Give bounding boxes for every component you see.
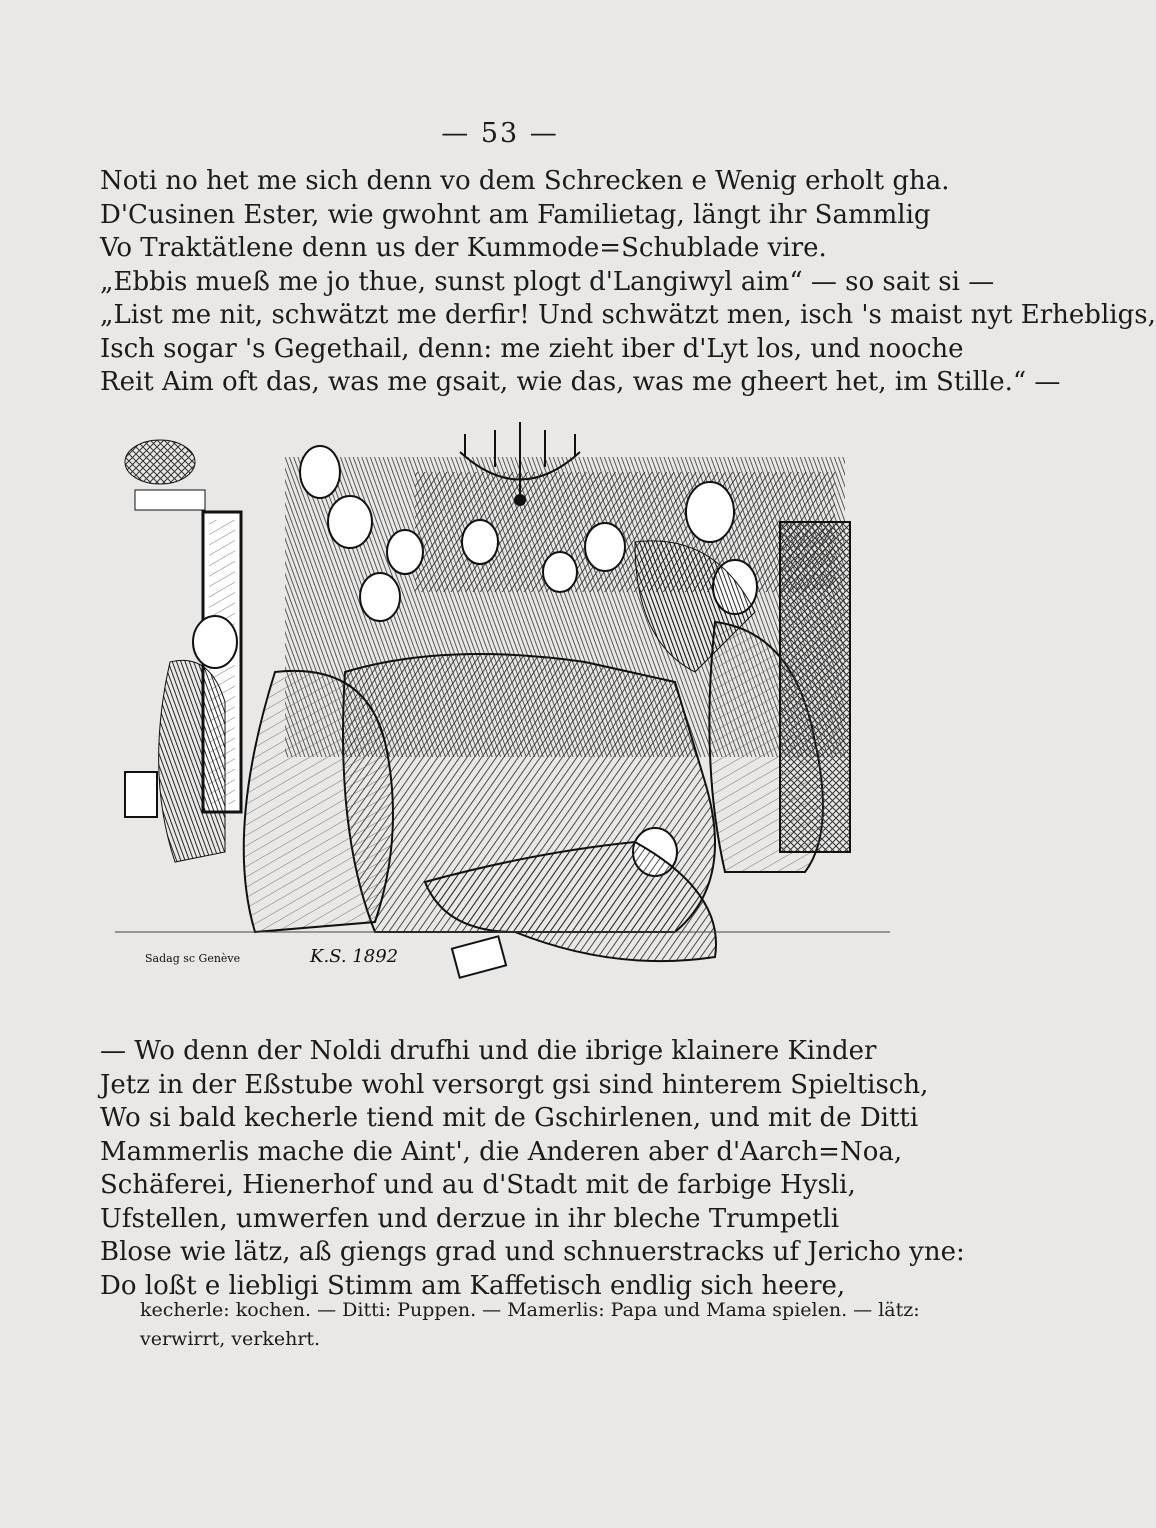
flower-vase-icon — [125, 440, 205, 510]
verse-line: — Wo denn der Noldi drufhi und die ibrige klainere Kinder — [100, 1036, 877, 1066]
verse-block-bottom — [100, 1035, 965, 1303]
page-number: — 53 — — [441, 118, 559, 149]
verse-line: Jetz in der Eßstube wohl versorgt gsi sind hinterem Spieltisch, — [100, 1069, 929, 1100]
footnote — [140, 1296, 920, 1354]
verse-line: Do loßt e liebligi Stimm am Kaffetisch endlig sich heere, — [100, 1270, 846, 1301]
verse-line: Reit Aim oft das, was me gsait, wie das, was me gheert het, im Stille.“ — — [100, 367, 1061, 397]
verse-line: D'Cusinen Ester, wie gwohnt am Familietag, längt ihr Sammlig — [100, 199, 931, 230]
verse-line: Blose wie lätz, aß giengs grad und schnuerstracks uf Jericho yne: — [100, 1237, 965, 1267]
verse-line: „List me nit, schwätzt me derfir! Und schwätzt men, isch 's maist nyt Erhebligs, — [100, 300, 1156, 330]
verse-line: Noti no het me sich denn vo dem Schrecken e Wenig erholt gha. — [100, 166, 950, 196]
verse-block-top — [100, 165, 1156, 400]
verse-line: Schäferei, Hienerhof und au d'Stadt mit de farbige Hysli, — [100, 1170, 856, 1200]
footnote-line: kecherle: kochen. — Ditti: Puppen. — Mamerlis: Papa und Mama spielen. — lätz: — [140, 1299, 920, 1321]
verse-line: Ufstellen, umwerfen und derzue in ihr bleche Trumpetli — [100, 1203, 840, 1234]
verse-line: „Ebbis mueß me jo thue, sunst plogt d'Langiwyl aim“ — so sait si — — [100, 266, 995, 297]
verse-line: Vo Traktätlene denn us der Kummode=Schublade vire. — [100, 233, 827, 263]
verse-line: Wo si bald kecherle tiend mit de Gschirlenen, und mit de Ditti — [100, 1103, 919, 1133]
artist-signature: K.S. 1892 — [310, 946, 399, 967]
engraving-illustration — [115, 412, 890, 997]
verse-line: Isch sogar 's Gegethail, denn: me zieht iber d'Lyt los, und nooche — [100, 333, 964, 364]
footnote-line: verwirrt, verkehrt. — [140, 1328, 321, 1350]
verse-line: Mammerlis mache die Aint', die Anderen aber d'Aarch=Noa, — [100, 1136, 903, 1167]
engraver-signature: Sadag sc Genève — [145, 952, 241, 965]
